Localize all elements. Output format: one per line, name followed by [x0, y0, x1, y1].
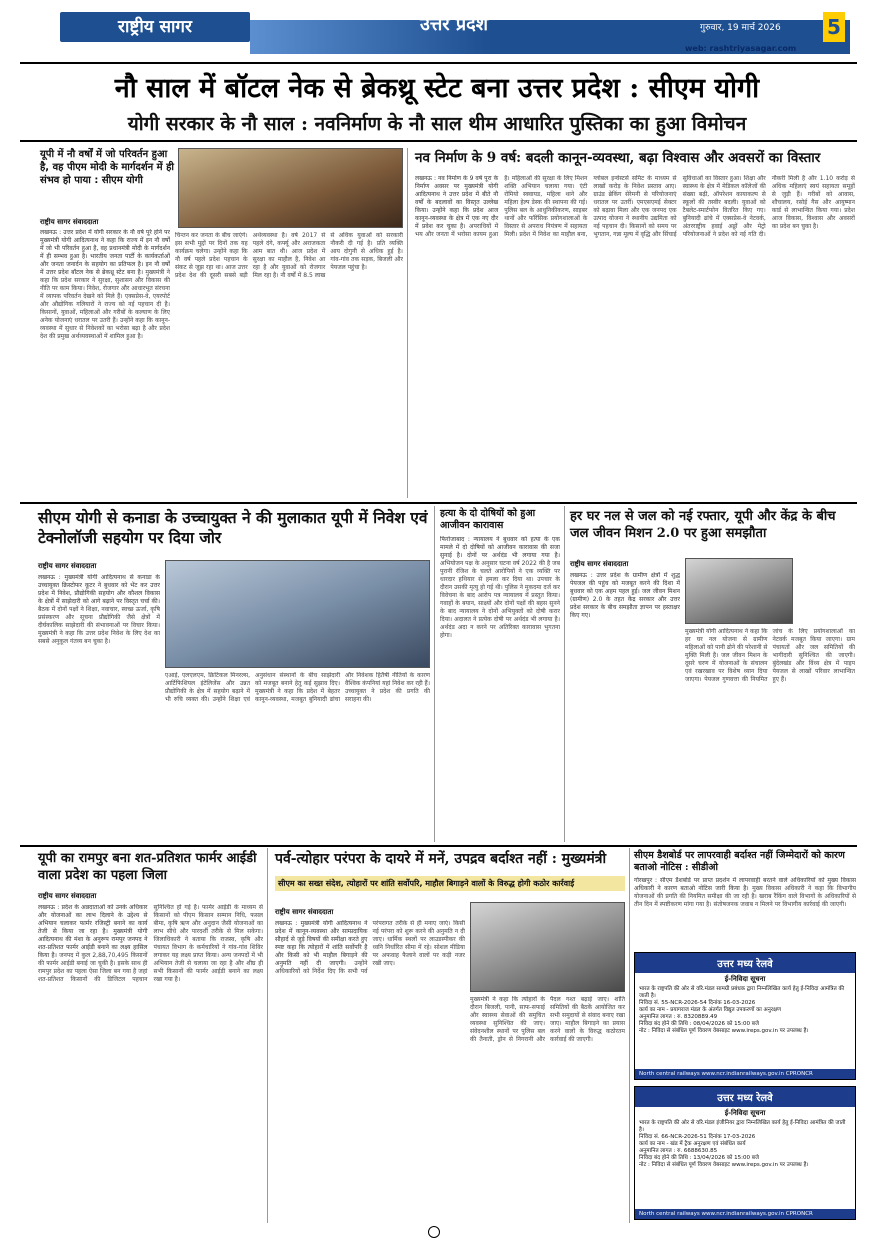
lead-text: लखनऊ : उत्तर प्रदेश में योगी सरकार के नौ वर्ष पूरे होने पर मुख्यमंत्री योगी आदित्यनाथ ने कहा कि राज्य में इन नौ वर्षों में जो भी परिवर्तन हुआ है, वह प्रधानमंत्री मोदी के मार्गदर्शन में ही सम्भव हुआ है। भारतीय जनता पार्टी के कार्यकर्ताओं और जनता जनार्दन के सहयोग का प्रतिफल है। इन नौ वर्षों में उत्तर प्रदेश बॉटल नेक से ब्रेकथ्रू स्टेट बना है। मुख्यमंत्री ने कहा कि प्रदेश सरकार ने सुरक्षा, सुशासन और विकास की नीति पर काम किया। निवेश, रोजगार और आधारभूत संरचना में व्यापक परिवर्तन देखने को मिले हैं। एक्सप्रेस-वे, एयरपोर्ट और औद्योगिक गलियारों ने राज्य को नई पहचान दी है। किसानों, युवाओं, महिलाओं और गरीबों के कल्याण के लिए अनेक योजनाएं धरातल पर उतरी हैं। उन्होंने कहा कि कानून-व्यवस्था में सुधार से निवेशकों का भरोसा बढ़ा है और प्रदेश देश की प्रमुख अर्थव्यवस्थाओं में शामिल हुआ है।: [40, 229, 170, 340]
ad-line: निविदा सं. 66-NCR-2026-51 दिनांक 17-03-2026: [639, 1134, 756, 1140]
ad-title: उत्तर मध्य रेलवे: [635, 1087, 855, 1107]
story7-headline: पर्व-त्योहार परंपरा के दायरे में मनें, उपद्रव बर्दाश्त नहीं : मुख्यमंत्री: [275, 851, 607, 867]
railway-tender-ad-1: [634, 952, 856, 1080]
lead-body: [40, 218, 170, 509]
story3-body-cont: एआई, एलएलएम, क्रिटिकल मिनरल्स, आर्टिफिशियल इंटेलिजेंस और उन्नत प्रौद्योगिकी के क्षेत्र में सहयोग बढ़ाने में भी रुचि व्यक्त की। उन्होंने शिक्षा एवं अनुसंधान संस्थानों के बीच साझेदारी को मजबूत बनाने हेतु कई सुझाव दिए। मुख्यमंत्री ने कहा कि प्रदेश में बेहतर कानून-व्यवस्था, मजबूत बुनियादी ढांचा और निवेशक हितैषी नीतियों के कारण वैश्विक कंपनियां यहां निवेश कर रही हैं। उच्चायुक्त ने प्रदेश की प्रगति की सराहना की।: [165, 672, 430, 703]
story4-headline: हत्या के दो दोषियों को हुआ आजीवन कारावास: [440, 508, 536, 531]
ad-line: कार्य का नाम - खंड में ट्रैक अनुरक्षण एवं संबंधित कार्य: [639, 1141, 746, 1147]
ad-line: नोट : निविदा से संबंधित पूर्ण विवरण वेबसाइट www.ireps.gov.in पर उपलब्ध है।: [639, 1028, 809, 1034]
column-rule: [267, 848, 268, 1223]
column-rule: [407, 148, 408, 498]
story6-headline: यूपी का रामपुर बना शत-प्रतिशत फार्मर आईडी वाला प्रदेश का पहला जिला: [38, 851, 257, 883]
ad-line: भारत के राष्ट्रपति की ओर से वरि.मंडल सामग्री प्रबंधक द्वारा निम्नलिखित कार्य हेतु ई-निविदा आमंत्रित की जाती है।: [639, 986, 845, 999]
story3-body: लखनऊ : मुख्यमंत्री योगी आदित्यनाथ से कनाडा के उच्चायुक्त क्रिस्टोफर कूटर ने बुधवार को भेंट कर उत्तर प्रदेश में निवेश, प्रौद्योगिकी सहयोग और कौशल विकास के क्षेत्रों में साझेदारी को आगे बढ़ाने पर विस्तृत चर्चा की। बैठक में दोनों पक्षों ने शिक्षा, नवाचार, स्वच्छ ऊर्जा, कृषि प्रसंस्करण और सूचना प्रौद्योगिकी जैसे क्षेत्रों में दीर्घकालिक साझेदारी की संभावनाओं पर विचार किया। मुख्यमंत्री ने कहा कि उत्तर प्रदेश निवेश के लिए देश का सबसे अनुकूल गंतव्य बन चुका है।: [38, 574, 160, 645]
lead-text-columns: चिन्तन कर जनता के बीच जाएंगे। इस सभी मुद्दों पर दिनों तक यह कार्यक्रम चलेगा। उन्होंने कहा कि नौ वर्ष पहले प्रदेश पहचान के संकट से जूझ रहा था। आज उत्तर प्रदेश देश की दूसरी सबसे बड़ी अर्थव्यवस्था है। वर्ष 2017 से पहले दंगे, कर्फ्यू और अराजकता आम बात थी। आज प्रदेश में सुरक्षा का माहौल है, निवेश आ रहा है और युवाओं को रोजगार मिल रहा है। नौ वर्षों में 8.5 लाख से अधिक युवाओं को सरकारी नौकरी दी गई है। प्रति व्यक्ति आय दोगुनी से अधिक हुई है। गांव-गांव तक सड़क, बिजली और पेयजल पहुंचा है।: [175, 232, 403, 279]
railway-tender-ad-2: [634, 1086, 856, 1220]
story5-body: [570, 572, 680, 840]
story2-body: लखनऊ : नव निर्माण के 9 वर्ष पूरा के निर्माण अवसर पर मुख्यमंत्री योगी आदित्यनाथ ने उत्तर प्रदेश में बीते नौ वर्षों के बदलावों का विस्तृत उल्लेख किया। उन्होंने कहा कि प्रदेश आज कानून-व्यवस्था के क्षेत्र में एक नए दौर में प्रवेश कर चुका है। अपराधियों में भय और जनता में भरोसा कायम हुआ है। महिलाओं की सुरक्षा के लिए मिशन शक्ति अभियान चलाया गया। एंटी रोमियो स्क्वायड, महिला थाने और महिला हेल्प डेस्क की स्थापना की गई। पुलिस बल के आधुनिकीकरण, साइबर थानों और फॉरेंसिक प्रयोगशालाओं के विस्तार से अपराध नियंत्रण में सहायता मिली। प्रदेश में निवेश का माहौल बना, ग्लोबल इन्वेस्टर्स समिट के माध्यम से लाखों करोड़ के निवेश प्रस्ताव आए। ग्राउंड ब्रेकिंग सेरेमनी से परियोजनाएं धरातल पर उतरीं। एमएसएमई सेक्टर को बढ़ावा मिला और एक जनपद एक उत्पाद योजना ने स्थानीय उद्यमिता को नई पहचान दी। किसानों को समय पर भुगतान, गन्ना मूल्य में वृद्धि और सिंचाई सुविधाओं का विस्तार हुआ। शिक्षा और स्वास्थ्य के क्षेत्र में मेडिकल कॉलेजों की संख्या बढ़ी, ऑपरेशन कायाकल्प से स्कूलों की तस्वीर बदली। युवाओं को टैबलेट-स्मार्टफोन वितरित किए गए। बुनियादी ढांचे में एक्सप्रेस-वे नेटवर्क, अंतरराष्ट्रीय हवाई अड्डों और मेट्रो परियोजनाओं ने प्रदेश को नई गति दी। नौकरी मिली है और 1.10 करोड़ से अधिक महिलाएं स्वयं सहायता समूहों से जुड़ी हैं। गरीबों को आवास, शौचालय, रसोई गैस और आयुष्मान कार्ड से लाभान्वित किया गया। प्रदेश आज विकास, विश्वास और अवसरों का प्रदेश बन चुका है।: [415, 175, 855, 238]
page-number: 5: [823, 12, 845, 42]
story6-text: लखनऊ : प्रदेश के अन्नदाताओं को उनके अधिकार और योजनाओं का लाभ दिलाने के उद्देश्य से अभियान चलाकर फार्मर रजिस्ट्री बनाने का कार्य तेजी से किया जा रहा है। मुख्यमंत्री योगी आदित्यनाथ की मंशा के अनुरूप रामपुर जनपद ने शत-प्रतिशत फार्मर आईडी बनाने का लक्ष्य हासिल किया है।: [38, 904, 148, 959]
edition-label: नई दिल्ली: [728, 7, 768, 20]
story5-body-cont: मुख्यमंत्री योगी आदित्यनाथ ने कहा कि हर घर नल योजना से ग्रामीण महिलाओं को पानी ढोने की परेशानी से मुक्ति मिली है। जल जीवन मिशन के दूसरे चरण में योजनाओं के संचालन एवं रखरखाव पर विशेष ध्यान दिया जाएगा। पेयजल गुणवत्ता की नियमित जांच के लिए प्रयोगशालाओं का नेटवर्क मजबूत किया जाएगा। ग्राम पंचायतों और जल समितियों की भागीदारी सुनिश्चित की जाएगी। बुंदेलखंड और विंध्य क्षेत्र में पाइप पेयजल से लाखों परिवार लाभान्वित हुए हैं।: [685, 628, 855, 683]
story8-text: गोरखपुर : सीएम डैशबोर्ड पर प्राप्त प्रदर्शन में लापरवाही बरतने वाले अधिकारियों को मुख्य विकास अधिकारी ने कारण बताओ नोटिस जारी किया है।: [634, 877, 856, 892]
ad-tender-label: ई-निविदा सूचना: [724, 975, 766, 983]
ad-tender-label: ई-निविदा सूचना: [724, 1109, 766, 1117]
issue-date: गुरुवार, 19 मार्च 2026: [700, 23, 781, 33]
story7-text: लखनऊ : मुख्यमंत्री योगी आदित्यनाथ ने प्रदेश में कानून-व्यवस्था और साम्प्रदायिक सौहार्द से जुड़े विषयों की समीक्षा करते हुए स्पष्ट कहा कि त्योहारों में शांति सर्वोपरि है और किसी को भी माहौल बिगाड़ने की अनुमति नहीं दी जाएगी।: [275, 920, 368, 967]
story7-subhead: सीएम का सख्त संदेश, त्योहारों पर शांति सर्वोपरि, माहौल बिगाड़ने वालों के विरुद्ध होगी कठोर कार्रवाई: [275, 876, 625, 891]
divider: [20, 140, 857, 142]
story8-headline: सीएम डैशबोर्ड पर लापरवाही बर्दाश्त नहीं जिम्मेदारों को कारण बताओ नोटिस : सीडीओ: [634, 850, 845, 873]
ad-line: निविदा बंद होने की तिथि : 13/04/2026 को 15:00 बजे: [639, 1155, 759, 1161]
story2-text: लखनऊ : नव निर्माण के 9 वर्ष पूरा के निर्माण अवसर पर मुख्यमंत्री योगी आदित्यनाथ ने उत्तर प्रदेश में बीते नौ वर्षों के बदलावों का विस्तृत उल्लेख किया। उन्होंने कहा कि प्रदेश आज कानून-व्यवस्था के क्षेत्र में एक नए दौर में प्रवेश कर चुका है।: [415, 175, 499, 230]
lead-byline: राष्ट्रीय सागर संवाददाता: [40, 218, 99, 226]
ad-line: निविदा सं. 55-NCR-2026-54 दिनांक 16-03-2026: [639, 1000, 756, 1006]
website-link[interactable]: web: rashtriyasagar.com: [685, 44, 797, 53]
section-title: उत्तर प्रदेश: [420, 14, 488, 35]
lead-headline: नौ साल में बॉटल नेक से ब्रेकथ्रू स्टेट बना उत्तर प्रदेश : सीएम योगी: [114, 73, 760, 104]
story4-text: फिरोजाबाद : न्यायालय ने बुधवार को हत्या के एक मामले में दो दोषियों को आजीवन कारावास की सजा सुनाई है। दोनों पर अर्थदंड भी लगाया गया है।: [440, 536, 560, 559]
ad-footer: North central railways www.ncr.indianrailways.gov.in CPRONCR: [635, 1069, 855, 1079]
column-rule: [564, 506, 565, 842]
ad-line: भारत के राष्ट्रपति की ओर से वरि.मंडल इंजीनियर द्वारा निम्नलिखित कार्य हेतु ई-निविदा आमंत्रित की जाती है।: [639, 1120, 846, 1133]
newspaper-logo: राष्ट्रीय सागर: [60, 12, 250, 42]
story8-body: गोरखपुर : सीएम डैशबोर्ड पर प्राप्त प्रदर्शन में लापरवाही बरतने वाले अधिकारियों को मुख्य विकास अधिकारी ने कारण बताओ नोटिस जारी किया है। मुख्य विकास अधिकारी ने कहा कि विभागीय योजनाओं की प्रगति की नियमित समीक्षा की जा रही है। खराब रैंकिंग वाले विभागों के अधिकारियों से तीन दिन में स्पष्टीकरण मांगा गया है। संतोषजनक जवाब न मिलने पर विभागीय कार्रवाई की जाएगी।: [634, 877, 856, 908]
story4-body: फिरोजाबाद : न्यायालय ने बुधवार को हत्या के एक मामले में दो दोषियों को आजीवन कारावास की सजा सुनाई है। दोनों पर अर्थदंड भी लगाया गया है। अभियोजन पक्ष के अनुसार घटना वर्ष 2022 की है जब पुरानी रंजिश के चलते आरोपियों ने एक व्यक्ति पर धारदार हथियार से हमला कर दिया था। उपचार के दौरान उसकी मृत्यु हो गई थी। पुलिस ने मुकदमा दर्ज कर विवेचना के बाद आरोप पत्र न्यायालय में प्रस्तुत किया। गवाहों के बयान, साक्ष्यों और दोनों पक्षों की बहस सुनने के बाद न्यायालय ने दोनों अभियुक्तों को दोषी करार दिया। अदालत ने प्रत्येक दोषी पर अर्थदंड भी लगाया है। अर्थदंड अदा न करने पर अतिरिक्त कारावास भुगतना होगा।: [440, 536, 560, 639]
story7-body-cont: मुख्यमंत्री ने कहा कि त्योहारों के दौरान बिजली, पानी, साफ-सफाई और स्वास्थ्य सेवाओं की समुचित व्यवस्था सुनिश्चित की जाए। संवेदनशील स्थानों पर पुलिस बल की तैनाती, ड्रोन से निगरानी और पैदल गश्त बढ़ाई जाए। शांति समितियों की बैठकें आयोजित कर सभी समुदायों से संवाद बनाए रखा जाए। माहौल बिगाड़ने का प्रयास करने वालों के विरुद्ध कठोरतम कार्रवाई की जाएगी।: [470, 996, 625, 1043]
ad-line: कार्य का नाम - प्रयागराज मंडल के अंतर्गत विद्युत उपकरणों का अनुरक्षण: [639, 1007, 781, 1013]
story2-headline: नव निर्माण के 9 वर्ष: बदली कानून-व्यवस्था, बढ़ा विश्वास और अवसरों का विस्तार: [415, 150, 821, 166]
lead-subhead: योगी सरकार के नौ साल : नवनिर्माण के नौ साल थीम आधारित पुस्तिका का हुआ विमोचन: [127, 113, 747, 135]
story3-text: लखनऊ : मुख्यमंत्री योगी आदित्यनाथ से कनाडा के उच्चायुक्त क्रिस्टोफर कूटर ने बुधवार को भेंट कर उत्तर प्रदेश में निवेश, प्रौद्योगिकी सहयोग और कौशल विकास के क्षेत्रों में साझेदारी को आगे बढ़ाने पर विस्तृत चर्चा की।: [38, 574, 160, 605]
divider: [20, 62, 857, 64]
ad-footer: North central railways www.ncr.indianrailways.gov.in CPRONCR: [635, 1209, 855, 1219]
story3-headline: सीएम योगी से कनाडा के उच्चायुक्त ने की मुलाकात यूपी में निवेश एवं टेक्नोलॉजी सहयोग पर दिया जोर: [38, 508, 428, 547]
story7-photo: [470, 902, 625, 992]
registration-mark-icon: [428, 1226, 440, 1238]
story3-byline: राष्ट्रीय सागर संवाददाता: [38, 562, 97, 570]
lead-photo: [178, 148, 403, 228]
ad-line: अनुमानित लागत : रु. 8320889.49: [639, 1014, 718, 1020]
ad-line: नोट : निविदा से संबंधित पूर्ण विवरण वेबसाइट www.ireps.gov.in पर उपलब्ध है।: [639, 1162, 809, 1168]
story5-text: लखनऊ : उत्तर प्रदेश के ग्रामीण क्षेत्रों में शुद्ध पेयजल की पहुंच को मजबूत करने की दिशा में बुधवार को एक अहम पहल हुई। जल जीवन मिशन (ग्रामीण) 2.0 के तहत केंद्र सरकार और उत्तर प्रदेश सरकार के बीच समझौता ज्ञापन पर हस्ताक्षर किए गए।: [570, 572, 680, 619]
story5-byline: राष्ट्रीय सागर संवाददाता: [570, 560, 629, 568]
divider: [20, 845, 857, 847]
lead-quote: यूपी में नौ वर्षों में जो परिवर्तन हुआ है, वह पीएम मोदी के मार्गदर्शन में ही संभव हो पाया : सीएम योगी: [40, 149, 175, 186]
column-rule: [629, 848, 630, 1223]
story5-photo: [685, 558, 793, 624]
masthead: [0, 0, 877, 62]
story7-body: लखनऊ : मुख्यमंत्री योगी आदित्यनाथ ने प्रदेश में कानून-व्यवस्था और साम्प्रदायिक सौहार्द से जुड़े विषयों की समीक्षा करते हुए स्पष्ट कहा कि त्योहारों में शांति सर्वोपरि है और किसी को भी माहौल बिगाड़ने की अनुमति नहीं दी जाएगी। उन्होंने अधिकारियों को निर्देश दिए कि सभी पर्व परंपरागत तरीके से ही मनाए जाएं। किसी नई परंपरा को शुरू करने की अनुमति न दी जाए। धार्मिक स्थलों पर लाउडस्पीकर की ध्वनि निर्धारित सीमा में रहे। सोशल मीडिया पर अफवाह फैलाने वालों पर कड़ी नजर रखी जाए।: [275, 920, 465, 975]
story6-body: लखनऊ : प्रदेश के अन्नदाताओं को उनके अधिकार और योजनाओं का लाभ दिलाने के उद्देश्य से अभियान चलाकर फार्मर रजिस्ट्री बनाने का कार्य तेजी से किया जा रहा है। मुख्यमंत्री योगी आदित्यनाथ की मंशा के अनुरूप रामपुर जनपद ने शत-प्रतिशत फार्मर आईडी बनाने का लक्ष्य हासिल किया है। जनपद में कुल 2,88,70,495 किसानों की फार्मर आईडी बनाई जा चुकी है। इसके साथ ही रामपुर प्रदेश का पहला ऐसा जिला बन गया है जहां शत-प्रतिशत किसानों की डिजिटल पहचान सुनिश्चित हो गई है। फार्मर आईडी के माध्यम से किसानों को पीएम किसान सम्मान निधि, फसल बीमा, कृषि ऋण और अनुदान जैसी योजनाओं का लाभ सीधे और पारदर्शी तरीके से मिल सकेगा। जिलाधिकारी ने बताया कि राजस्व, कृषि और पंचायत विभाग के कर्मचारियों ने गांव-गांव शिविर लगाकर यह लक्ष्य प्राप्त किया। अन्य जनपदों में भी अभियान तेजी से चलाया जा रहा है और शीघ्र ही सभी किसानों की फार्मर आईडी बनाने का लक्ष्य रखा गया है।: [38, 904, 263, 983]
column-rule: [434, 506, 435, 842]
ad-title: उत्तर मध्य रेलवे: [635, 953, 855, 973]
story7-byline: राष्ट्रीय सागर संवाददाता: [275, 908, 334, 916]
story6-byline: राष्ट्रीय सागर संवाददाता: [38, 892, 97, 900]
story3-photo: [165, 560, 430, 668]
ad-line: अनुमानित लागत : रु. 6688630.85: [639, 1148, 718, 1154]
divider: [20, 502, 857, 504]
story5-headline: हर घर नल से जल को नई रफ्तार, यूपी और केंद्र के बीच जल जीवन मिशन 2.0 पर हुआ समझौता: [570, 509, 836, 541]
ad-line: निविदा बंद होने की तिथि : 08/04/2026 को 15:00 बजे: [639, 1021, 759, 1027]
